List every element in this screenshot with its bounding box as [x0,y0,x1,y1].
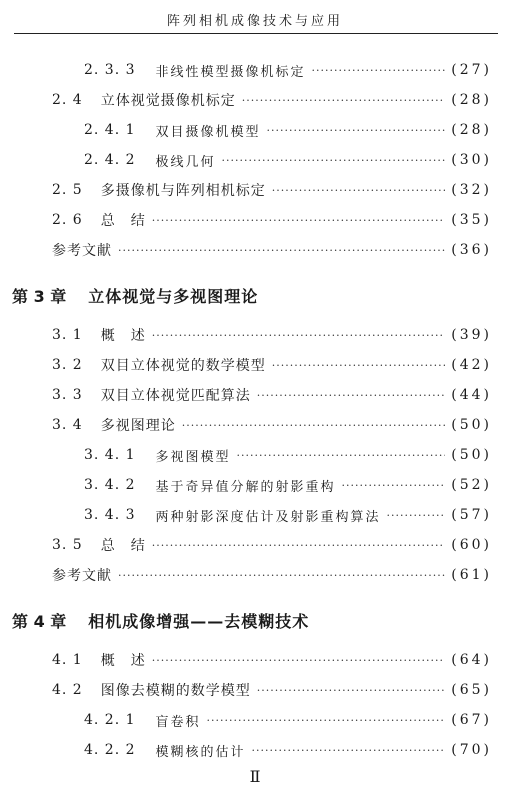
entry-page: (52) [451,477,492,493]
entry-title: 图像去模糊的数学模型 [100,683,251,699]
entry-title: 立体视觉摄像机标定 [100,93,236,109]
entry-number: 4. 1 [52,652,83,668]
entry-number: 4. 2. 1 [84,712,136,728]
dot-leader [182,419,446,432]
toc-entry-2-4-1[interactable] [84,120,492,140]
entry-number: 3. 4. 2 [84,477,136,493]
dot-leader [152,214,446,227]
entry-title: 多视图理论 [100,418,176,434]
entry-title: 参考文献 [52,568,112,584]
entry-title: 总 结 [100,538,146,554]
entry-number: 3. 3 [52,387,83,403]
entry-title: 多视图模型 [155,449,231,465]
dot-leader [272,184,446,197]
toc-entry-4-2-2[interactable] [84,740,492,760]
toc-entry-3-4-3[interactable] [84,505,492,525]
entry-number: 2. 5 [52,182,83,198]
entry-title: 两种射影深度估计及射影重构算法 [155,509,381,525]
entry-page: (57) [451,507,492,523]
chapter-title: 相机成像增强——去模糊技术 [88,611,310,631]
entry-page: (50) [451,447,492,463]
entry-number: 3. 2 [52,357,83,373]
entry-number: 2. 4. 2 [84,152,136,168]
entry-page: (60) [451,537,492,553]
dot-leader [118,244,445,257]
entry-title: 模糊核的估计 [155,744,246,760]
entry-title: 基于奇异值分解的射影重构 [155,479,336,495]
toc-entry-3-5[interactable] [52,535,492,555]
dot-leader [342,479,446,492]
toc-entry-4-2[interactable] [52,680,492,700]
dot-leader [387,509,446,522]
dot-leader [207,714,446,727]
toc-entry-2-3-3[interactable] [84,60,492,80]
toc-entry-3-2[interactable] [52,355,492,375]
entry-number: 3. 4. 3 [84,507,136,523]
entry-page: (28) [451,92,492,108]
entry-page: (27) [451,62,492,78]
dot-leader [152,539,446,552]
entry-number: 4. 2 [52,682,83,698]
entry-page: (67) [451,712,492,728]
entry-title: 非线性模型摄像机标定 [155,64,306,80]
entry-title: 双目立体视觉匹配算法 [100,388,251,404]
running-head: 阵列相机成像技术与应用 [166,14,343,29]
toc-entry-3-1[interactable] [52,325,492,345]
entry-page: (65) [451,682,492,698]
entry-number: 3. 5 [52,537,83,553]
entry-page: (32) [451,182,492,198]
entry-page: (39) [451,327,492,343]
entry-title: 总 结 [100,213,146,229]
toc-entry-2-4-2[interactable] [84,150,492,170]
entry-title: 盲卷积 [155,714,201,730]
entry-title: 概 述 [100,653,146,669]
toc-entry-2-6[interactable] [52,210,492,230]
entry-page: (35) [451,212,492,228]
entry-page: (36) [451,242,492,258]
entry-number: 2. 4 [52,92,83,108]
toc-entry-3-3[interactable] [52,385,492,405]
chapter-heading-4[interactable] [12,608,309,632]
dot-leader [152,329,446,342]
dot-leader [257,389,446,402]
entry-number: 3. 4. 1 [84,447,136,463]
toc-entry-references-ch3[interactable] [52,565,492,585]
entry-number: 2. 4. 1 [84,122,136,138]
dot-leader [222,154,446,167]
entry-title: 概 述 [100,328,146,344]
entry-page: (70) [451,742,492,758]
toc-entry-2-5[interactable] [52,180,492,200]
dot-leader [152,654,446,667]
entry-title: 双目摄像机模型 [155,124,261,140]
entry-page: (44) [451,387,492,403]
entry-number: 4. 2. 2 [84,742,136,758]
toc-entry-3-4[interactable] [52,415,492,435]
entry-number: 3. 1 [52,327,83,343]
chapter-number: 第 4 章 [12,611,67,631]
page-number: Ⅱ [249,767,261,786]
dot-leader [118,569,445,582]
dot-leader [252,744,446,757]
entry-number: 3. 4 [52,417,83,433]
entry-title: 极线几何 [155,154,216,170]
header-rule [14,33,498,34]
chapter-title: 立体视觉与多视图理论 [88,286,259,306]
entry-title: 双目立体视觉的数学模型 [100,358,266,374]
dot-leader [272,359,446,372]
toc-entry-references-ch2[interactable] [52,240,492,260]
entry-page: (42) [451,357,492,373]
entry-number: 2. 3. 3 [84,62,136,78]
entry-number: 2. 6 [52,212,83,228]
toc-entry-4-2-1[interactable] [84,710,492,730]
dot-leader [312,64,446,77]
entry-title: 多摄像机与阵列相机标定 [100,183,266,199]
dot-leader [237,449,446,462]
toc-entry-3-4-1[interactable] [84,445,492,465]
entry-page: (50) [451,417,492,433]
entry-page: (64) [451,652,492,668]
toc-entry-2-4[interactable] [52,90,492,110]
entry-page: (30) [451,152,492,168]
entry-title: 参考文献 [52,243,112,259]
entry-page: (28) [451,122,492,138]
chapter-number: 第 3 章 [12,286,67,306]
dot-leader [267,124,446,137]
entry-page: (61) [451,567,492,583]
toc-entry-3-4-2[interactable] [84,475,492,495]
dot-leader [257,684,446,697]
dot-leader [242,94,446,107]
chapter-heading-3[interactable] [12,283,258,307]
toc-entry-4-1[interactable] [52,650,492,670]
